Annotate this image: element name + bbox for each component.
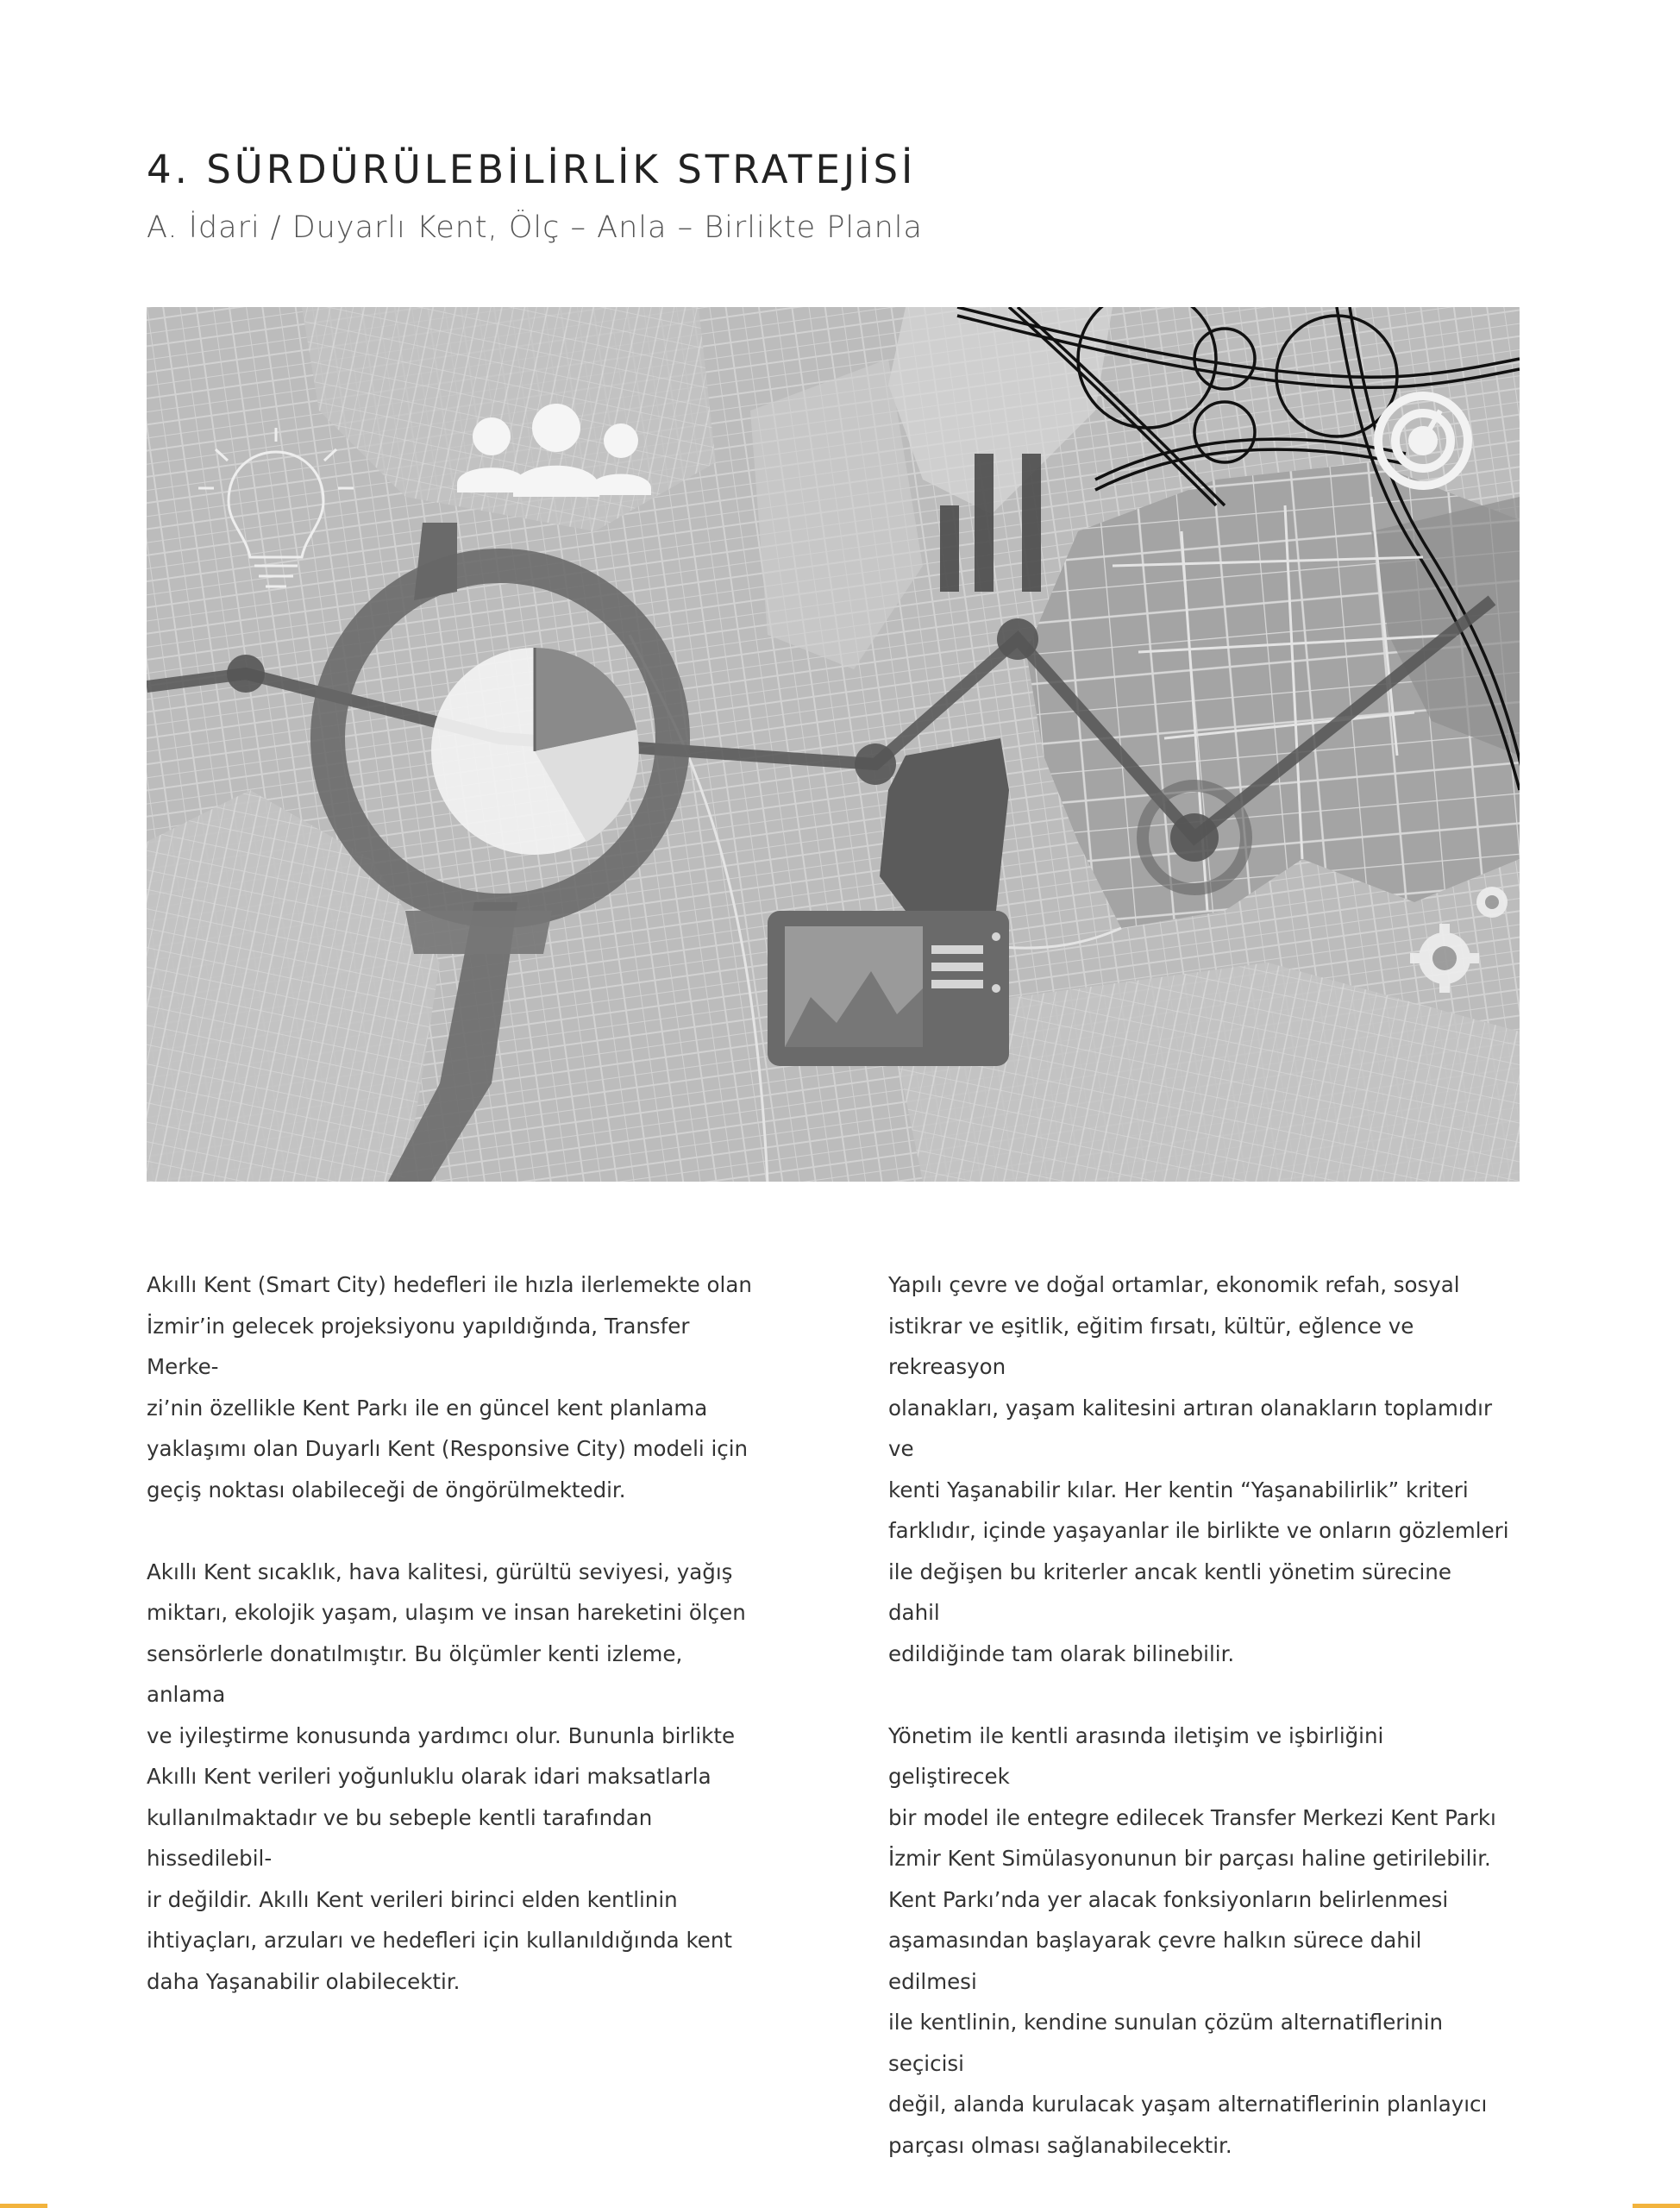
pie-chart-icon [431,648,639,855]
text-line: ve iyileştirme konusunda yardımcı olur. Bununla birlikte [147,1722,736,1748]
text-line: miktarı, ekolojik yaşam, ulaşım ve insan hareketini ölçen [147,1600,746,1625]
paragraph-smart-city-intro [147,1264,768,1510]
graph-node [227,655,265,693]
graph-node [1170,813,1219,862]
left-text-column [147,1264,768,2043]
graph-node [997,618,1038,660]
tablet-icon [768,911,1009,1066]
text-line: ile kentlinin, kendine sunulan çözüm alternatiflerinin seçicisi [888,2010,1444,2076]
text-line: Akıllı Kent (Smart City) hedefleri ile hızla ilerlemekte olan [147,1272,752,1297]
text-line: kenti Yaşanabilir kılar. Her kentin “Yaşanabilirlik” kriteri [888,1477,1469,1502]
page-title: 4. SÜRDÜRÜLEBİLİRLİK STRATEJİSİ [147,147,917,192]
text-line: Yönetim ile kentli arasında iletişim ve işbirliğini geliştirecek [888,1722,1384,1789]
text-line: ihtiyaçları, arzuları ve hedefleri için kullanıldığında kent [147,1928,732,1953]
text-line: İzmir’in gelecek projeksiyonu yapıldığında, Transfer Merke- [147,1313,690,1379]
text-line: kullanılmaktadır ve bu sebeple kentli tarafından hissedilebil- [147,1804,653,1871]
target-icon [1378,396,1468,486]
accent-strip-left [0,2204,47,2208]
text-line: yaklaşımı olan Duyarlı Kent (Responsive City) modeli için [147,1436,749,1461]
text-line: değil, alanda kurulacak yaşam alternatiflerinin planlayıcı [888,2092,1488,2117]
text-line: istikrar ve eşitlik, eğitim fırsatı, kültür, eğlence ve rekreasyon [888,1313,1414,1379]
text-line: ile değişen bu kriterler ancak kentli yönetim sürecine dahil [888,1559,1451,1625]
smart-city-map-figure [147,307,1520,1182]
accent-strip-right [1633,2204,1680,2208]
text-line: Yapılı çevre ve doğal ortamlar, ekonomik refah, sosyal [888,1272,1460,1297]
paragraph-livability [888,1264,1509,1674]
text-line: edildiğinde tam olarak bilinebilir. [888,1640,1235,1666]
right-text-column [888,1264,1509,2207]
paragraph-governance [888,1716,1509,2167]
text-line: Akıllı Kent sıcaklık, hava kalitesi, gürültü seviyesi, yağış [147,1559,733,1584]
paragraph-smart-city-sensors [147,1552,768,2003]
text-line: geçiş noktası olabileceği de öngörülmektedir. [147,1477,626,1502]
text-line: daha Yaşanabilir olabilecektir. [147,1968,461,1994]
text-line: olanakları, yaşam kalitesini artıran olanakların toplamıdır ve [888,1395,1493,1461]
text-line: bir model ile entegre edilecek Transfer Merkezi Kent Parkı [888,1804,1496,1830]
text-line: ir değildir. Akıllı Kent verileri birinci elden kentlinin [147,1886,678,1912]
text-line: İzmir Kent Simülasyonunun bir parçası haline getirilebilir. [888,1846,1491,1871]
graph-node [855,743,896,785]
text-line: aşamasından başlayarak çevre halkın sürece dahil edilmesi [888,1928,1422,1994]
text-line: farklıdır, içinde yaşayanlar ile birlikte ve onların gözlemleri [888,1518,1509,1543]
page-subtitle: A. İdari / Duyarlı Kent, Ölç – Anla – Birlikte Planla [147,210,923,245]
text-line: zi’nin özellikle Kent Parkı ile en güncel kent planlama [147,1395,708,1421]
text-line: parçası olması sağlanabilecektir. [888,2132,1232,2158]
text-line: Kent Parkı’nda yer alacak fonksiyonların belirlenmesi [888,1886,1449,1912]
text-line: Akıllı Kent verileri yoğunluklu olarak idari maksatlarla [147,1764,711,1789]
text-line: sensörlerle donatılmıştır. Bu ölçümler kenti izleme, anlama [147,1640,683,1707]
